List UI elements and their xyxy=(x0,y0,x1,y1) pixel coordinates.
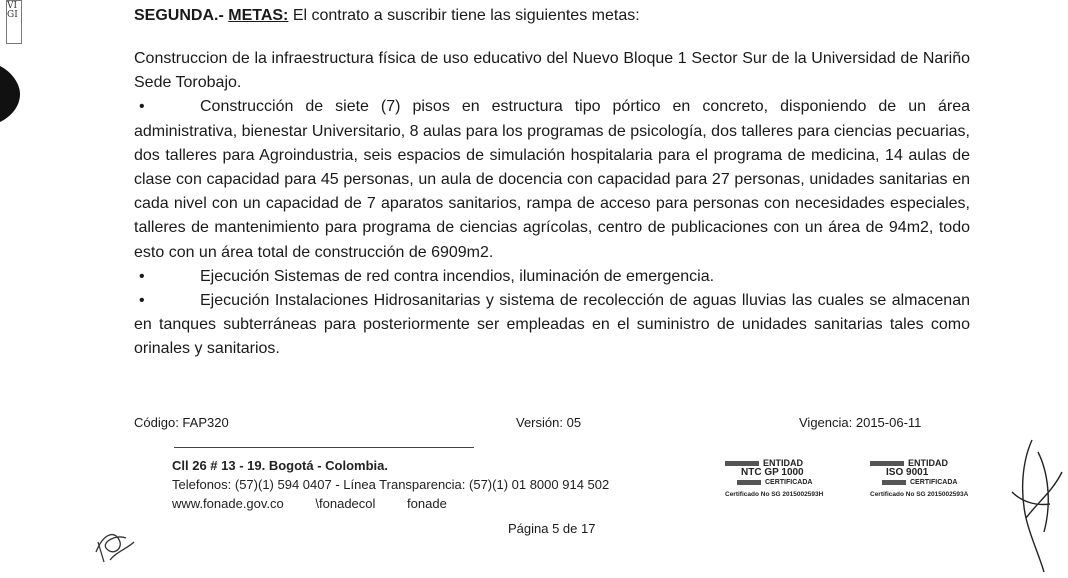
document-version: Versión: 05 xyxy=(516,415,582,430)
document-code: Código: FAP320 xyxy=(134,415,229,430)
punch-hole-mark xyxy=(0,62,22,126)
bullet-dot: • xyxy=(139,292,145,310)
bullet-item xyxy=(134,265,970,289)
footer-divider xyxy=(174,447,474,448)
footer-web xyxy=(172,494,692,513)
clause-number: SEGUNDA.- xyxy=(134,7,224,24)
document-control-row xyxy=(134,415,974,433)
footer-twitter: fonade xyxy=(407,496,447,511)
cert-number: Certificado No SG 2015002593H xyxy=(725,491,824,498)
bullet-dot: • xyxy=(139,267,145,285)
certification-seal xyxy=(725,458,850,500)
intro-paragraph: Construccion de la infraestructura física de uso educativo del Nuevo Bloque 1 Sector Sur de la Universidad de Nariño Sede Torobajo. xyxy=(134,50,970,92)
cert-status: CERTIFICADA xyxy=(910,479,958,486)
certification-seal xyxy=(870,458,995,500)
clause-label: METAS: xyxy=(228,7,289,24)
margin-stamp-text: VIGI xyxy=(7,1,18,20)
page-number: Página 5 de 17 xyxy=(508,521,596,536)
bullet-dot: • xyxy=(139,98,145,116)
cert-norm: ISO 9001 xyxy=(886,467,929,478)
cert-status: CERTIFICADA xyxy=(765,479,813,486)
footer-address: Cll 26 # 13 - 19. Bogotá - Colombia. xyxy=(172,458,388,473)
clause-text: El contrato a suscribir tiene las siguientes metas: xyxy=(292,7,640,24)
bullet-text: Ejecución Instalaciones Hidrosanitarias y sistema de recolección de aguas lluvias las cuales se almacenan en tanques subterráneas para posteriormente ser empleadas en el suministro de unidades sanitarias tales como orinales y sanitarios. xyxy=(134,292,970,358)
clause-heading xyxy=(134,6,974,26)
footer-contact xyxy=(172,456,692,513)
bullet-item xyxy=(134,95,970,264)
document-body xyxy=(134,47,970,362)
cert-entity: ENTIDAD xyxy=(763,458,803,468)
cert-number: Certificado No SG 2015002593A xyxy=(870,491,969,498)
handwritten-signature xyxy=(992,432,1068,578)
document-validity: Vigencia: 2015-06-11 xyxy=(799,415,922,430)
bullet-text: Ejecución Sistemas de red contra incendios, iluminación de emergencia. xyxy=(200,267,715,285)
cert-norm: NTC GP 1000 xyxy=(741,467,804,478)
bullet-text: Construcción de siete (7) pisos en estructura tipo pórtico en concreto, disponiendo de un área administrativa, bienestar Universitario, 8 aulas para los programas de psicología, dos talleres para ciencias pecuarias, dos talleres para Agroindustria, seis espacios de simulación hospitalaria para el programa de medicina, 14 aulas de clase con capacidad para 45 personas, un aula de docencia con capacidad para 27 personas, unidades sanitarias en cada nivel con un capacidad de 7 aparatos sanitarios, rampa de acceso para personas con necesidades especiales, talleres de mantenimiento para programa de ciencias agrícolas, centro de publicaciones con un área de 94m2, todo esto con un área total de construcción de 6909m2. xyxy=(134,98,970,261)
footer-phones: Telefonos: (57)(1) 594 0407 - Línea Transparencia: (57)(1) 01 8000 914 502 xyxy=(172,477,610,492)
margin-stamp xyxy=(0,0,24,44)
footer-facebook: \fonadecol xyxy=(315,496,376,511)
footer-website: www.fonade.gov.co xyxy=(172,496,284,511)
initials-signature xyxy=(86,512,146,572)
cert-entity: ENTIDAD xyxy=(908,458,948,468)
bullet-item xyxy=(134,289,970,362)
